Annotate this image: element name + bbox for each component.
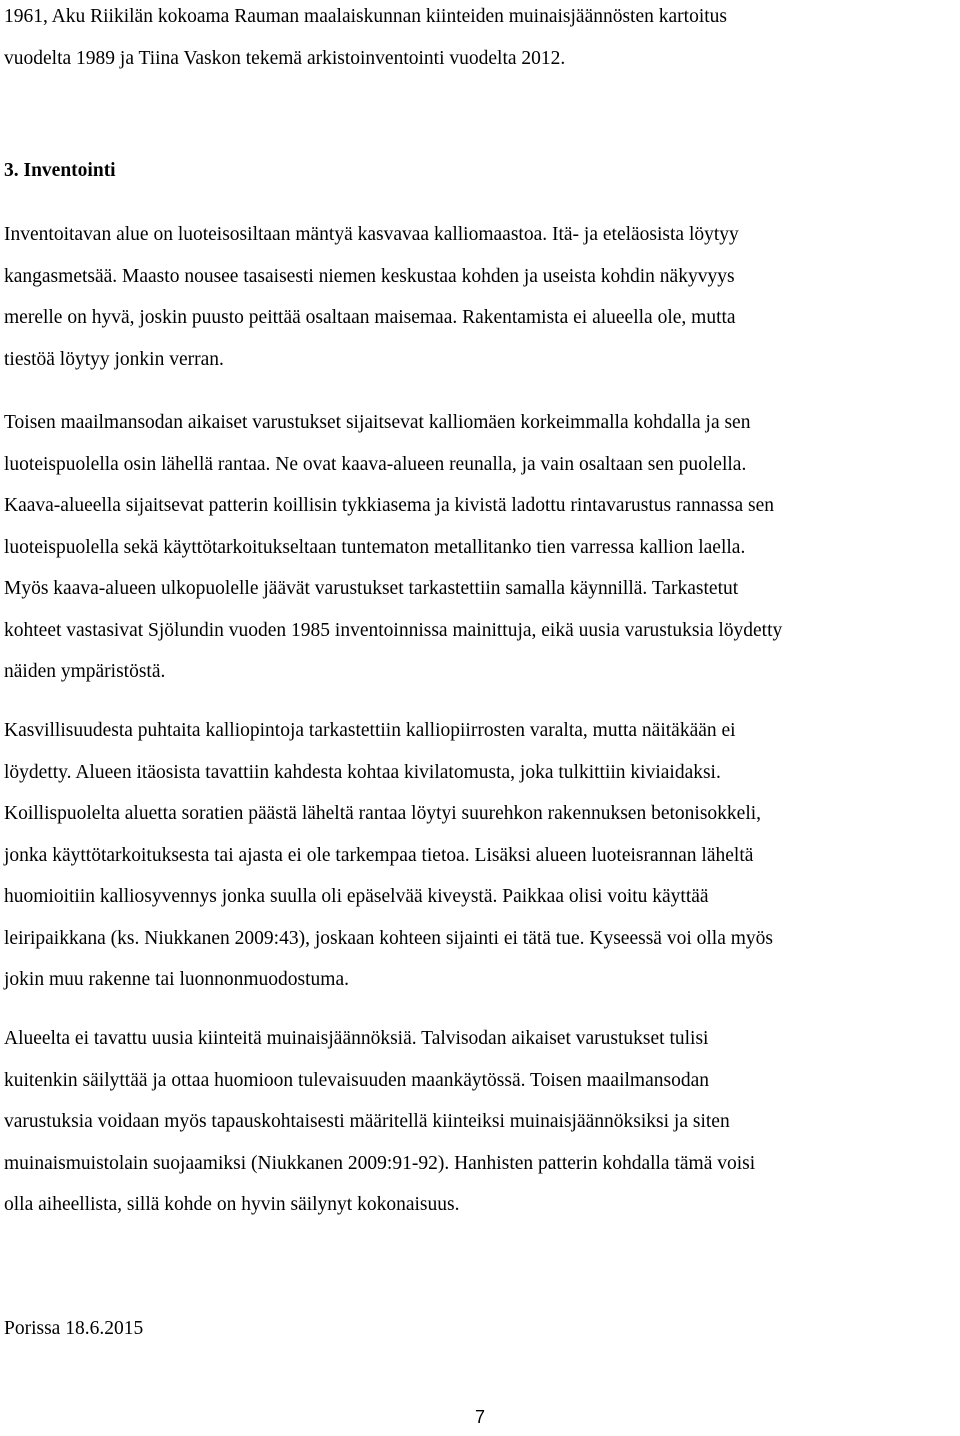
- paragraph-conclusion: [4, 1018, 956, 1226]
- text-line: jokin muu rakenne tai luonnonmuodostuma.: [4, 969, 349, 990]
- text-line: Kasvillisuudesta puhtaita kalliopintoja tarkastettiin kalliopiirrosten varalta, mutta näitäkään ei: [4, 720, 736, 741]
- text-line: Toisen maailmansodan aikaiset varustukset sijaitsevat kalliomäen korkeimmalla kohdalla ja sen: [4, 412, 751, 433]
- text-line: Myös kaava-alueen ulkopuolelle jäävät varustukset tarkastettiin samalla käynnillä. Tarkastetut: [4, 578, 739, 599]
- signature-place-date: Porissa 18.6.2015: [4, 1318, 144, 1339]
- text-line: kuitenkin säilyttää ja ottaa huomioon tulevaisuuden maankäytössä. Toisen maailmansodan: [4, 1069, 709, 1091]
- section-heading: 3. Inventointi: [4, 160, 116, 181]
- text-line: olla aiheellista, sillä kohde on hyvin säilynyt kokonaisuus.: [4, 1194, 460, 1215]
- page-number: 7: [474, 1407, 485, 1427]
- text-line: löydetty. Alueen itäosista tavattiin kahdesta kohtaa kivilatomusta, joka tulkittiin kiviaidaksi.: [4, 761, 721, 783]
- paragraph-terrain: [4, 214, 956, 380]
- text-line: Koillispuolelta aluetta soratien päästä läheltä rantaa löytyi suurehkon rakennuksen betonisokkeli,: [4, 803, 762, 824]
- text-line: Inventoitavan alue on luoteisosiltaan mäntyä kasvavaa kalliomaastoa. Itä- ja eteläosista löytyy: [4, 224, 739, 245]
- text-line: Kaava-alueella sijaitsevat patterin koillisin tykkiasema ja kivistä ladottu rintavarustus rannassa sen: [4, 495, 775, 516]
- text-line: kohteet vastasivat Sjölundin vuoden 1985 inventoinnissa mainittuja, eikä uusia varustuksia löydetty: [4, 619, 783, 641]
- text-line: kangasmetsää. Maasto nousee tasaisesti niemen keskustaa kohden ja useista kohdin näkyvyys: [4, 265, 735, 287]
- text-line: tiestöä löytyy jonkin verran.: [4, 348, 224, 370]
- text-line: näiden ympäristöstä.: [4, 661, 166, 682]
- text-line: jonka käyttötarkoituksesta tai ajasta ei ole tarkempaa tietoa. Lisäksi alueen luoteisrannan läheltä: [4, 844, 754, 866]
- text-line: luoteispuolella sekä käyttötarkoitukseltaan tuntematon metallitanko tien varressa kallion laella.: [4, 536, 746, 558]
- text-line: Alueelta ei tavattu uusia kiinteitä muinaisjäännöksiä. Talvisodan aikaiset varustukset tulisi: [4, 1028, 709, 1049]
- paragraph-findings: [4, 710, 956, 1001]
- text-line: vuodelta 1989 ja Tiina Vaskon tekemä arkistoinventointi vuodelta 2012.: [4, 47, 566, 69]
- text-line: luoteispuolella osin lähellä rantaa. Ne ovat kaava-alueen reunalla, ja vain osaltaan sen puolella.: [4, 453, 747, 475]
- paragraph-fortifications: [4, 402, 956, 693]
- text-line: huomioitiin kalliosyvennys jonka suulla oli epäselvää kiveystä. Paikkaa olisi voitu käyttää: [4, 886, 709, 907]
- text-line: leiripaikkana (ks. Niukkanen 2009:43), joskaan kohteen sijainti ei tätä tue. Kyseessä voi olla myös: [4, 927, 773, 949]
- text-line: 1961, Aku Riikilän kokoama Rauman maalaiskunnan kiinteiden muinaisjäännösten kartoitus: [4, 6, 727, 27]
- text-line: merelle on hyvä, joskin puusto peittää osaltaan maisemaa. Rakentamista ei alueella ole, mutta: [4, 307, 736, 328]
- intro-paragraph: [4, 0, 956, 79]
- text-line: varustuksia voidaan myös tapauskohtaisesti määritellä kiinteiksi muinaisjäännöksiksi ja siten: [4, 1111, 730, 1132]
- text-line: muinaismuistolain suojaamiksi (Niukkanen 2009:91-92). Hanhisten patterin kohdalla tämä voisi: [4, 1152, 756, 1174]
